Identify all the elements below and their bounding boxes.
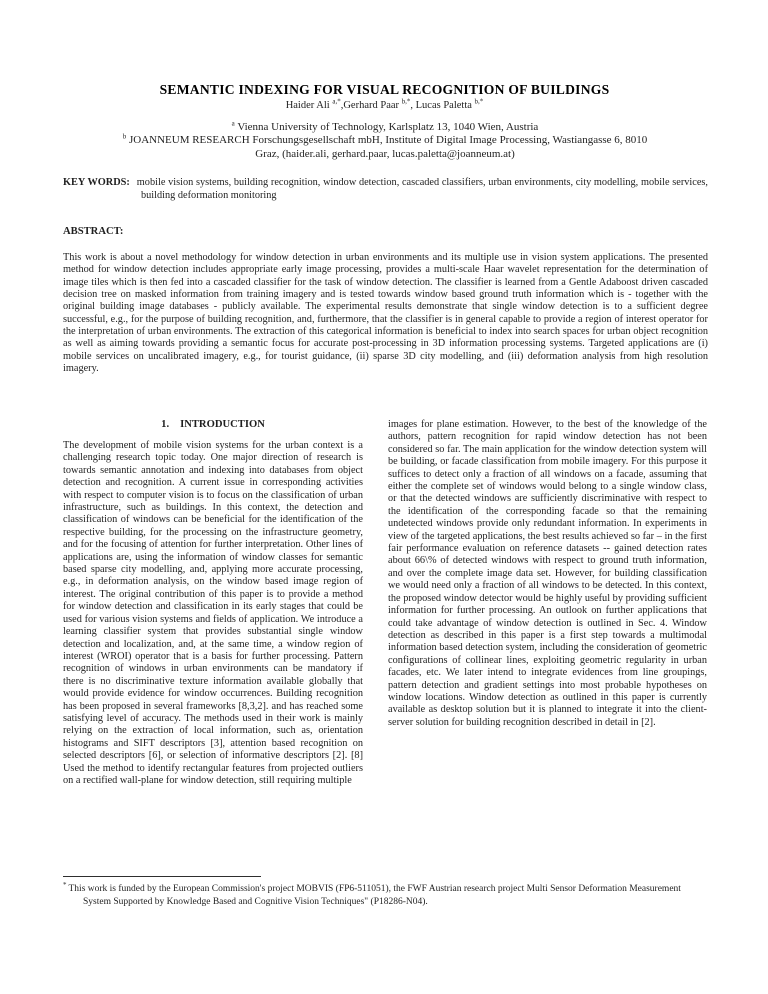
paper-header [62,82,707,112]
author-line [62,99,707,112]
affiliation-mark-b: b [122,132,127,141]
abstract-heading: ABSTRACT: [63,226,124,237]
author-name: , Lucas Paletta [410,100,475,111]
affiliation-line-b-cont: Graz, (haider.ali, gerhard.paar, lucas.paletta@joanneum.at) [255,147,515,160]
abstract-body: This work is about a novel methodology for window detection in urban environments and its multiple use in vision system applications. The presented method for window detection includes appropriate early image processing, provides a multi-scale Haar wavelet representation for the determination of image tiles which is then fed into a cascaded classifier for the task of window detection. The classifier is learned from a Gentle Adaboost driven cascaded decision tree on masked information from training imagery and is tested towards window based ground truth information which is - together with the original building image databases - publicly available. The experimental results demonstrate that single window detection is to a sufficient degree successful, e.g., for the purpose of building recognition, and, furthermore, that the classifier is in general capable to provide a region of interest operator for the interpretation of urban environments. The extraction of this categorical information is beneficial to index into search spaces for urban object recognition as well as aiming towards providing a semantic focus for accurate post-processing in 3D information processing systems. Targeted applications are (i) mobile services on uncalibrated imagery, e.g., for tourist guidance, (ii) sparse 3D city modelling, and (iii) deformation analysis from high resolution imagery. [63,252,708,375]
author-affiliation-mark: b,* [474,97,484,106]
footnote-text: This work is funded by the European Commission's project MOBVIS (FP6-511051), the FWF Austrian research project Multi Sensor Deformation Measurement System Supported by Knowledge Based and Cognitive Vision Techniques" (P18286-N04). [68,884,681,907]
column-right [388,419,707,729]
author-affiliation-mark: a,* [332,97,341,106]
section-heading-introduction [63,419,363,430]
introduction-paragraph-left: The development of mobile vision systems for the urban context is a challenging research topic today. One major direction of research is towards semantic annotation and indexing into databases from object detection and recognition. A current issue in corresponding activities with respect to computer vision is to focus on the classification of urban infrastructure, such as buildings. In this context, the detection and classification of windows can be beneficial for the identification of the respective building, for the processing on the infrastructure geometry, and for the focusing of attention for further interpretation. Other lines of applications are, using the information of window classes for semantic based sparse city modelling, and, applying more accurate processing, e.g., in deformation analysis, on the window based image region of interest. The original contribution of this paper is to provide a method for window detection and classification in its early stages that could be used for various vision systems and fields of application. We introduce a learning classifier system that provides substantial single window detection and localization, and, at the same time, a window region of interest (WROI) operator that is a basis for further processing. Pattern recognition of windows in urban environments can be mandatory if there is no discriminative texture information available globally that would provide evidence for window occurrences. Building recognition has been proposed in several frameworks [8,3,2]. and has reached some satisfying level of accuracy. The methods used in their work is mainly relying on the extraction of local information, such as, orientation histograms and SIFT descriptors [3], attention based recognition on selected descriptors [6], or selection of informative descriptors [2]. [8] Used the method to identify rectangular features from projected outliers on a rectified wall-plane for window detection, still requiring multiple [63,440,363,786]
paper-title: SEMANTIC INDEXING FOR VISUAL RECOGNITION OF BUILDINGS [159,82,610,97]
affiliation-mark-a: a [231,119,235,128]
footnote-block [63,880,708,909]
author-affiliation-mark: b,* [401,97,411,106]
author-name: ,Gerhard Paar [340,100,402,111]
section-number: 1. [161,419,170,430]
introduction-paragraph-right: images for plane estimation. However, to the best of the knowledge of the authors, pattern recognition for rapid window detection has not been considered so far. The main application for the window detection system will be building, or facade classification from mobile imagery. For this purpose it suffices to detect only a fraction of all windows on a facade, assuming that either the complete set of windows would belong to a single window class, or that the detected windows are sufficiently discriminative with respect to the identification of the corresponding facade so that the remaining undetected windows provide only redundant information. In experiments in view of the targeted applications, the best results achieved so far – in the first fair performance evaluation on reference datasets -- gained detection rates about 66\% of detected windows with respect to ground truth information, and over the complete image data set. However, for building classification we would need only a fraction of all windows to be detected. In this context, the proposed window detector would be highly useful by providing sufficient information for further processing. An outlook on further applications that could take advantage of window detection is outlined in Sec. 4. Window detection as described in this paper is a first step towards a multimodal information based detection system, including the consideration of geometric configurations of collinear lines, exploiting geometric regularity in urban facades, etc. We later intend to integrate evidences from line groupings, pattern detection and gradient settings into most probable hypotheses on window locations. Window detection as outlined in this paper is currently available as desktop solution but it is planned to integrate it into the client-server solution for building recognition described in detail in [2]. [388,419,707,728]
keywords-text: mobile vision systems, building recognition, window detection, cascaded classifiers, urban environments, city modelling, mobile services, building deformation monitoring [136,177,709,201]
section-title: INTRODUCTION [180,419,265,430]
affiliation-text-b: JOANNEUM RESEARCH Forschungsgesellschaft mbH, Institute of Digital Image Processing, Wastiangasse 6, 8010 [126,134,648,147]
affiliation-text-a: Vienna University of Technology, Karlsplatz 13, 1040 Wien, Austria [234,121,539,133]
affiliation-line-b [40,134,730,147]
footnote-marker: * [63,880,67,889]
keywords-label: KEY WORDS: [63,177,130,188]
footnote-divider [63,876,261,877]
affiliations-block [40,121,730,161]
affiliation-line-a [40,121,730,134]
author-name: Haider Ali [285,100,333,111]
column-left [63,419,363,787]
keywords-block [63,176,708,202]
